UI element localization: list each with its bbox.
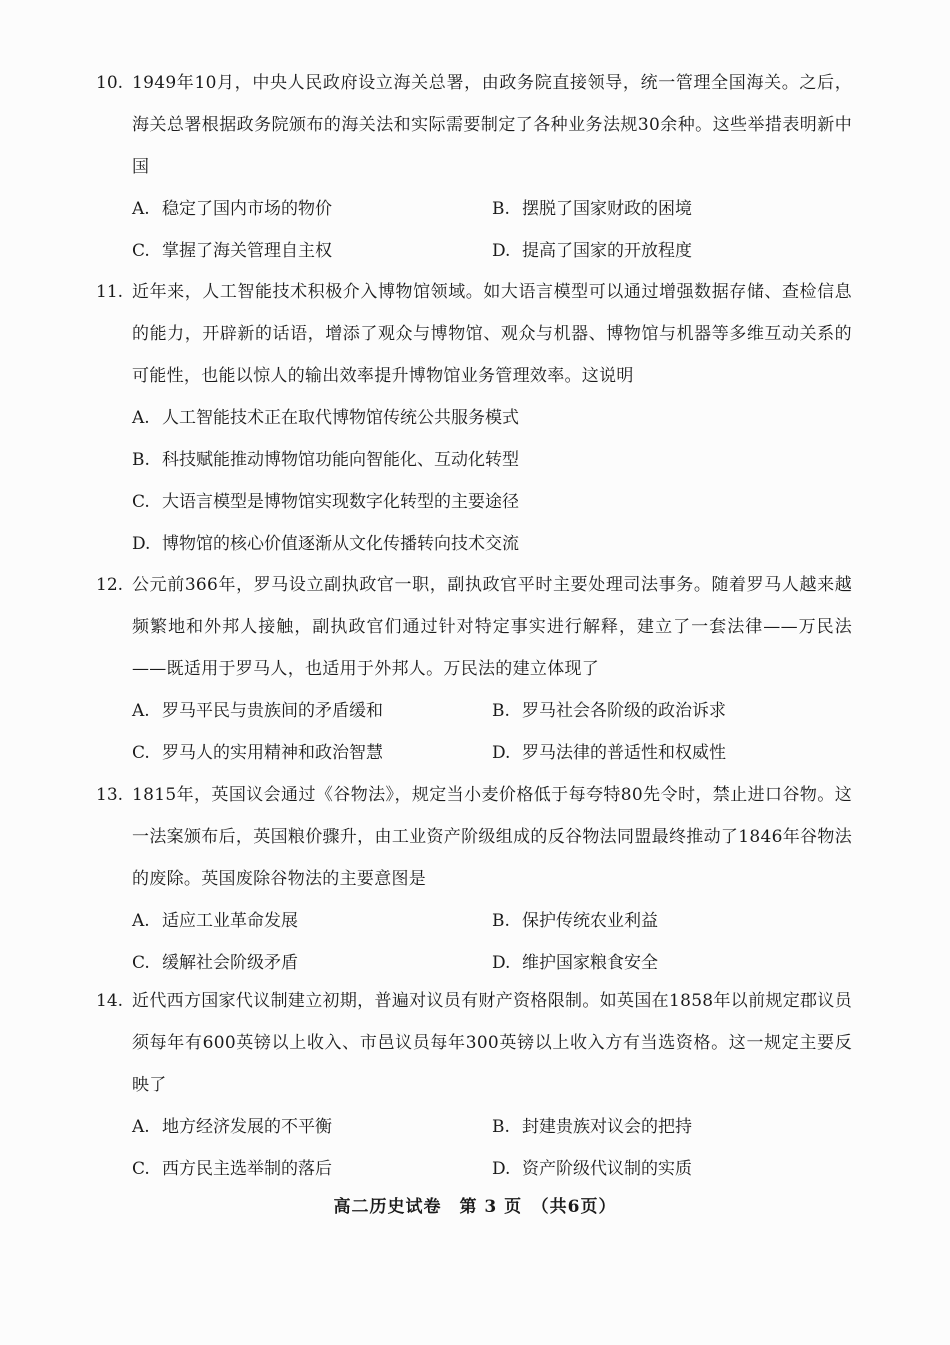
question-stem: 1949年10月，中央人民政府设立海关总署，由政务院直接领导，统一管理全国海关。之后，海关总署根据政务院颁布的海关法和实际需要制定了各种业务法规30余种。这些举措表明新中国 [132,73,852,177]
option-text: 地方经济发展的不平衡 [162,1117,332,1137]
option-letter: A. [132,701,150,721]
option-a[interactable] [132,1106,492,1148]
option-letter: A. [132,199,150,219]
question-stem: 公元前366年，罗马设立副执政官一职，副执政官平时主要处理司法事务。随着罗马人越来越频繁地和外邦人接触，副执政官们通过针对特定事实进行解释，建立了一套法律——万民法——既适用于罗马人，也适用于外邦人。万民法的建立体现了 [132,575,852,679]
option-text: 西方民主选举制的落后 [162,1159,332,1179]
option-letter: D. [492,1159,511,1179]
question-stem: 近年来，人工智能技术积极介入博物馆领域。如大语言模型可以通过增强数据存储、查检信息的能力，开辟新的话语，增添了观众与博物馆、观众与机器、博物馆与机器等多维互动关系的可能性，也能以惊人的输出效率提升博物馆业务管理效率。这说明 [132,282,852,386]
option-letter: D. [492,743,511,763]
option-text: 资产阶级代议制的实质 [522,1159,692,1179]
option-text: 大语言模型是博物馆实现数字化转型的主要途径 [162,492,519,512]
option-text: 稳定了国内市场的物价 [162,199,332,219]
option-d[interactable] [132,523,519,565]
option-a[interactable] [132,188,492,230]
option-letter: D. [132,534,151,554]
option-text: 罗马人的实用精神和政治智慧 [162,743,383,763]
option-letter: B. [492,1117,510,1137]
option-d[interactable] [492,230,692,272]
question-stem: 近代西方国家代议制建立初期，普遍对议员有财产资格限制。如英国在1858年以前规定郡议员须每年有600英镑以上收入、市邑议员每年300英镑以上收入方有当选资格。这一规定主要反映了 [132,991,852,1095]
page-footer: 高二历史试卷 第 3 页 （共6页） [333,1197,617,1217]
option-a[interactable] [132,690,492,732]
option-letter: D. [492,241,511,261]
option-b[interactable] [492,900,658,942]
option-letter: A. [132,1117,150,1137]
question-number: 13. [96,785,124,805]
option-a[interactable] [132,900,492,942]
option-text: 缓解社会阶级矛盾 [162,953,298,973]
option-letter: B. [132,450,150,470]
option-text: 摆脱了国家财政的困境 [522,199,692,219]
option-letter: B. [492,701,510,721]
option-letter: C. [132,1159,150,1179]
option-c[interactable] [132,942,492,984]
question-number: 12. [96,575,124,595]
option-b[interactable] [132,439,519,481]
option-text: 提高了国家的开放程度 [522,241,692,261]
option-letter: C. [132,492,150,512]
question-11 [96,271,856,565]
question-number: 11. [96,282,124,302]
option-d[interactable] [492,1148,692,1190]
option-a[interactable] [132,397,519,439]
option-c[interactable] [132,1148,492,1190]
option-b[interactable] [492,690,726,732]
question-stem: 1815年，英国议会通过《谷物法》，规定当小麦价格低于每夸特80先令时，禁止进口谷物。这一法案颁布后，英国粮价骤升，由工业资产阶级组成的反谷物法同盟最终推动了1846年谷物法的废除。英国废除谷物法的主要意图是 [132,785,852,889]
option-text: 保护传统农业利益 [522,911,658,931]
option-c[interactable] [132,230,492,272]
option-letter: C. [132,953,150,973]
option-letter: A. [132,911,150,931]
option-d[interactable] [492,942,658,984]
question-14 [96,980,856,1190]
option-text: 掌握了海关管理自主权 [162,241,332,261]
option-c[interactable] [132,481,519,523]
option-text: 罗马平民与贵族间的矛盾缓和 [162,701,383,721]
option-text: 罗马社会各阶级的政治诉求 [522,701,726,721]
option-text: 维护国家粮食安全 [522,953,658,973]
question-13 [96,774,856,984]
option-c[interactable] [132,732,492,774]
option-text: 科技赋能推动博物馆功能向智能化、互动化转型 [162,450,519,470]
option-letter: A. [132,408,150,428]
option-b[interactable] [492,188,692,230]
option-letter: C. [132,743,150,763]
option-text: 人工智能技术正在取代博物馆传统公共服务模式 [162,408,519,428]
question-12 [96,564,856,774]
option-b[interactable] [492,1106,692,1148]
option-letter: B. [492,199,510,219]
question-number: 10. [96,73,124,93]
option-text: 博物馆的核心价值逐渐从文化传播转向技术交流 [162,534,519,554]
option-text: 罗马法律的普适性和权威性 [522,743,726,763]
question-number: 14. [96,991,124,1011]
option-text: 适应工业革命发展 [162,911,298,931]
option-letter: D. [492,953,511,973]
option-d[interactable] [492,732,726,774]
option-letter: C. [132,241,150,261]
question-10 [96,62,856,272]
option-letter: B. [492,911,510,931]
option-text: 封建贵族对议会的把持 [522,1117,692,1137]
